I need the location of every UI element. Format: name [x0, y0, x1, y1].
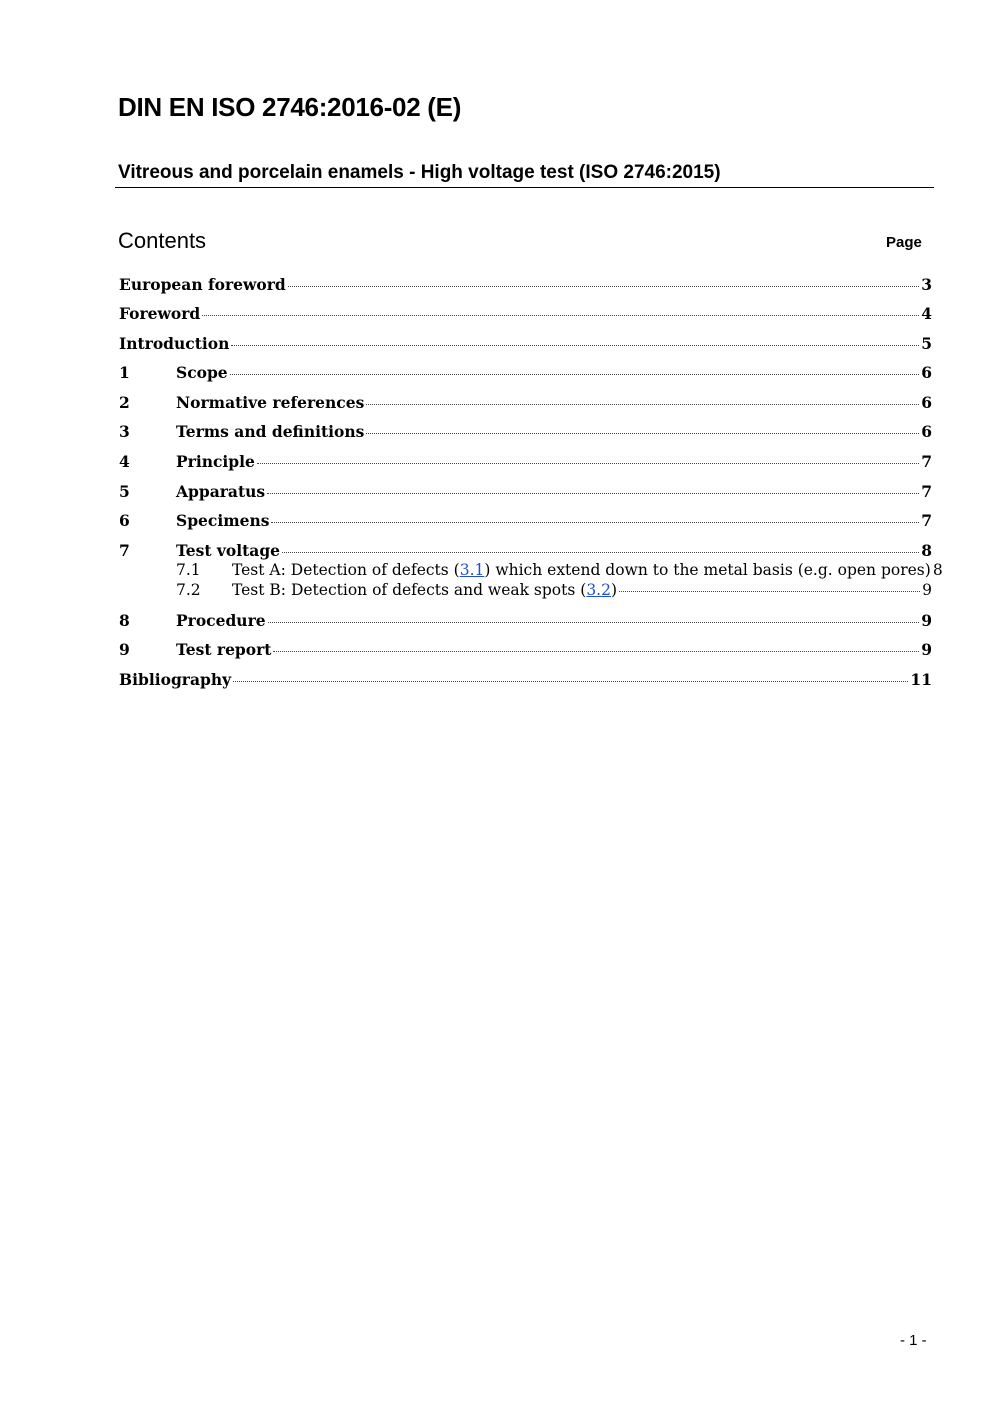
toc-page: 7 [921, 452, 932, 471]
toc-title: European foreword [119, 275, 286, 294]
toc-number: 5 [119, 482, 130, 501]
toc-page: 11 [910, 670, 932, 689]
toc-leader [202, 315, 919, 316]
toc-page: 8 [932, 561, 943, 579]
toc-page: 7 [921, 511, 932, 530]
toc-page: 4 [921, 304, 932, 323]
toc-number: 2 [119, 393, 130, 412]
toc-title [232, 561, 931, 579]
toc-entry-test-b[interactable] [176, 581, 932, 603]
toc-title: Test voltage [176, 541, 281, 560]
toc-page: 6 [921, 422, 932, 441]
toc-number: 6 [119, 511, 130, 530]
toc-leader [271, 522, 919, 523]
document-id: DIN EN ISO 2746:2016-02 (E) [118, 92, 462, 122]
toc-page: 9 [921, 611, 932, 630]
toc-page: 3 [921, 275, 932, 294]
toc-number: 4 [119, 452, 130, 471]
toc-entry-test-voltage[interactable] [119, 541, 932, 563]
toc-page: 6 [921, 363, 932, 382]
toc-page: 6 [921, 393, 932, 412]
cross-reference-link[interactable]: 3.1 [459, 561, 485, 579]
toc-title-text: ) which extend down to the metal basis (e.g. open pores) [484, 561, 931, 579]
toc-entry-test-report[interactable] [119, 640, 932, 662]
toc-entry-apparatus[interactable] [119, 482, 932, 504]
toc-title: Procedure [176, 611, 266, 630]
toc-number: 7.2 [176, 581, 201, 599]
toc-entry-scope[interactable] [119, 363, 932, 385]
toc-entry-normative-references[interactable] [119, 393, 932, 415]
toc-leader [267, 493, 919, 494]
toc-title: Terms and definitions [176, 422, 365, 441]
toc-entry-principle[interactable] [119, 452, 932, 474]
toc-number: 8 [119, 611, 130, 630]
cross-reference-link[interactable]: 3.2 [586, 581, 611, 599]
toc-number: 7 [119, 541, 130, 560]
toc-leader [366, 433, 919, 434]
toc-entry-bibliography[interactable] [119, 670, 932, 692]
toc-leader [233, 681, 908, 682]
toc-title: Introduction [119, 334, 230, 353]
toc-title: Test report [176, 640, 272, 659]
toc-title: Specimens [176, 511, 270, 530]
toc-title: Foreword [119, 304, 201, 323]
toc-entry-terms-definitions[interactable] [119, 422, 932, 444]
toc-entry-procedure[interactable] [119, 611, 932, 633]
toc-number: 1 [119, 363, 130, 382]
title-rule [115, 187, 934, 188]
toc-leader [230, 374, 920, 375]
toc-title: Scope [176, 363, 228, 382]
toc-title-text: Test A: Detection of defects ( [232, 561, 460, 579]
toc-page: 8 [921, 541, 932, 560]
toc-leader [288, 286, 919, 287]
toc-entry-specimens[interactable] [119, 511, 932, 533]
toc-page: 9 [921, 640, 932, 659]
toc-title: Principle [176, 452, 255, 471]
page-column-heading: Page [886, 234, 922, 251]
toc-leader [619, 591, 920, 592]
toc-leader [282, 552, 919, 553]
toc-number: 3 [119, 422, 130, 441]
document-subtitle: Vitreous and porcelain enamels - High voltage test (ISO 2746:2015) [118, 162, 721, 183]
contents-heading: Contents [118, 228, 207, 253]
toc-leader [273, 651, 919, 652]
toc-leader [268, 622, 920, 623]
toc-entry-test-a[interactable] [176, 561, 943, 583]
toc-page: 9 [922, 581, 932, 599]
toc-page: 7 [921, 482, 932, 501]
toc-entry-introduction[interactable] [119, 334, 932, 356]
toc-title-text: Test B: Detection of defects and weak spots ( [232, 581, 587, 599]
toc-number: 7.1 [176, 561, 201, 579]
toc-title: Bibliography [119, 670, 232, 689]
toc-page: 5 [921, 334, 932, 353]
toc-entry-foreword[interactable] [119, 304, 932, 326]
toc-leader [231, 345, 919, 346]
footer-page-number: - 1 - [900, 1332, 927, 1349]
toc-title: Apparatus [176, 482, 266, 501]
toc-leader [366, 404, 919, 405]
toc-title [232, 581, 617, 599]
toc-title-text: ) [610, 581, 618, 599]
toc-number: 9 [119, 640, 130, 659]
toc-entry-european-foreword[interactable] [119, 275, 932, 297]
toc-leader [257, 463, 919, 464]
toc-title: Normative references [176, 393, 365, 412]
